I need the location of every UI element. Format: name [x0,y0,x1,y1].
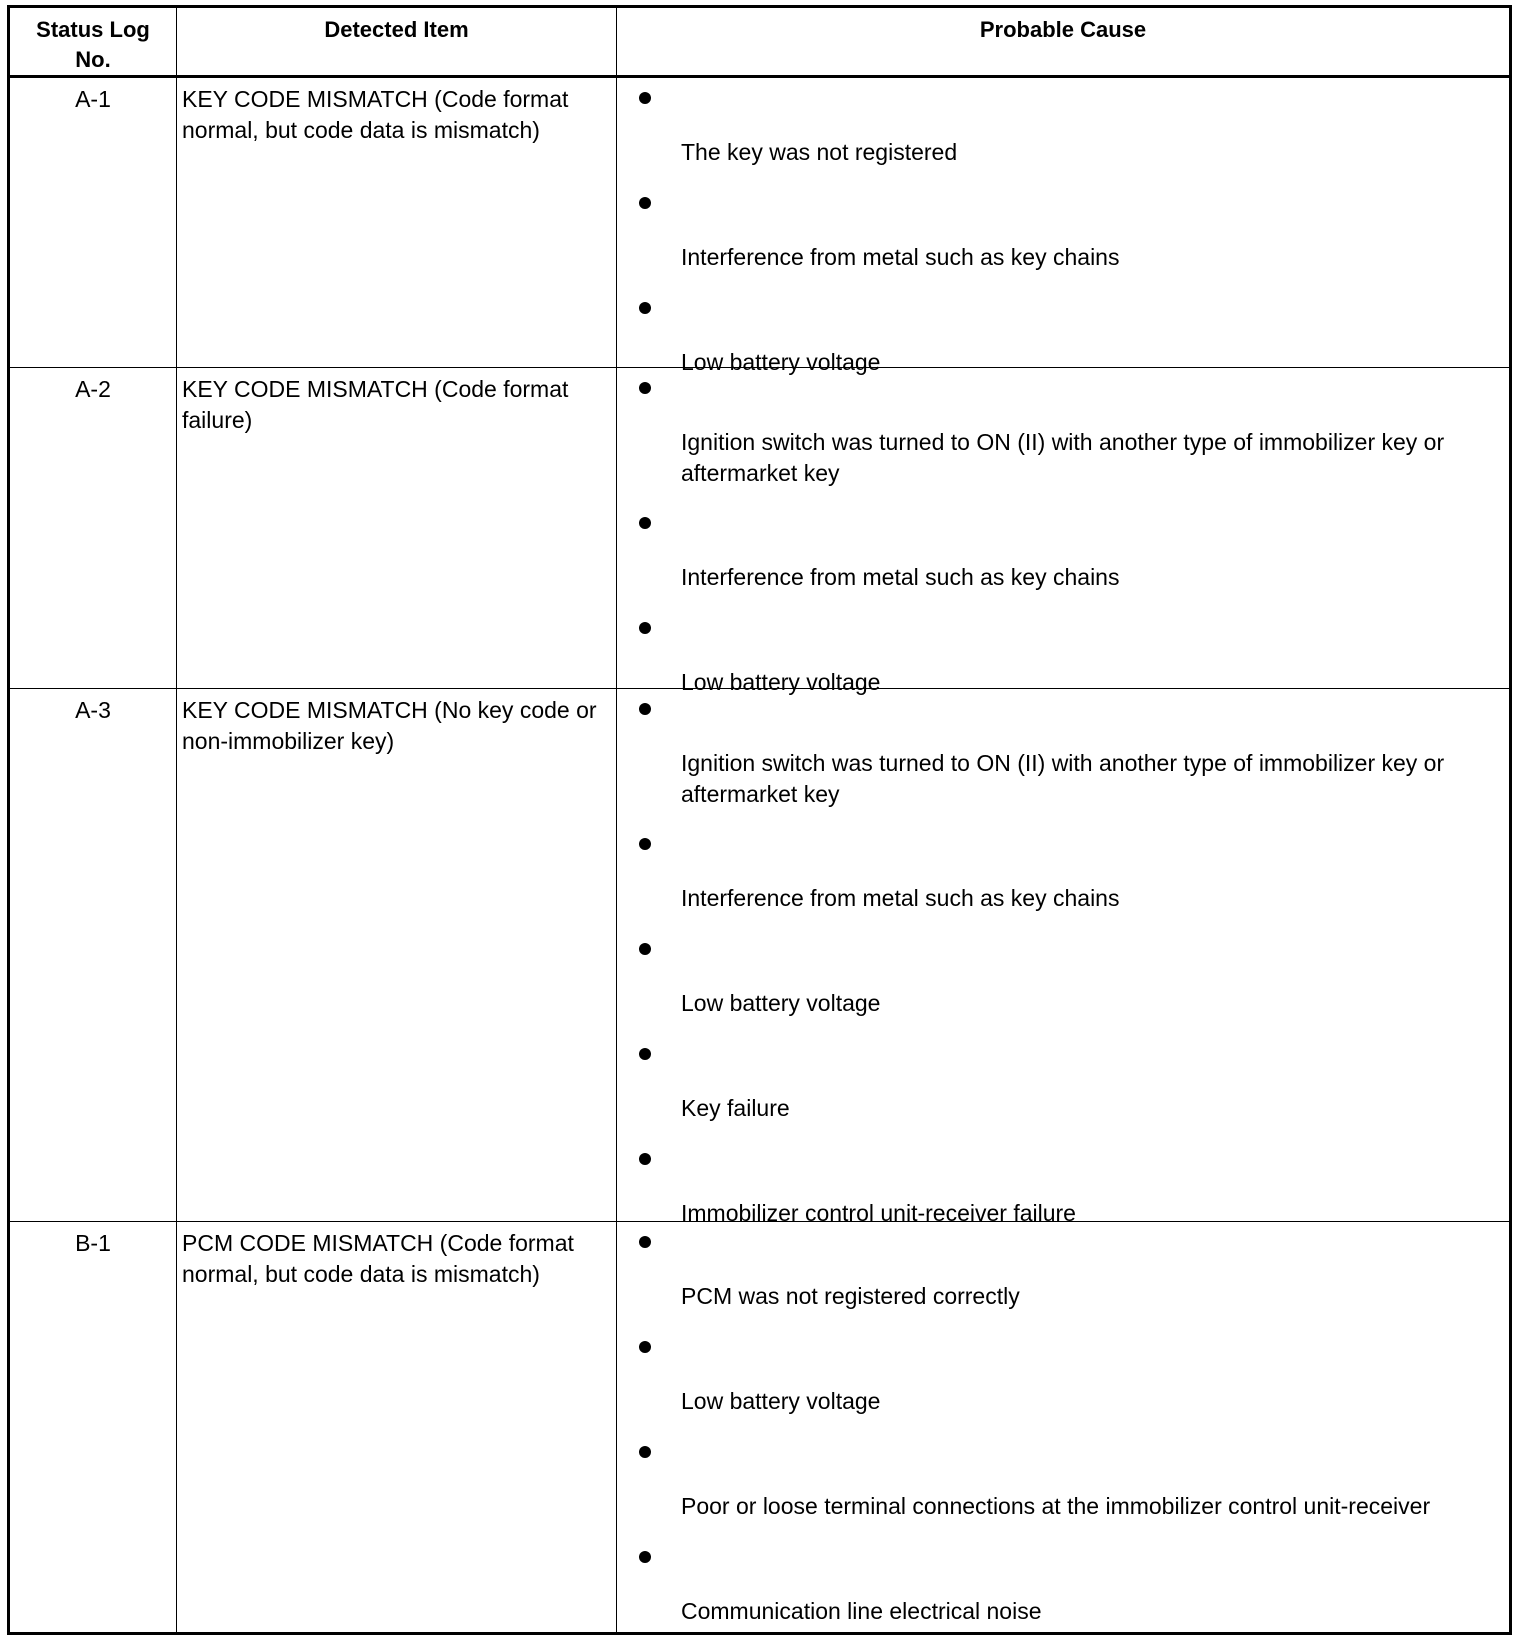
status-log-no: B-1 [9,1222,177,1634]
cause-text: Key failure [681,1095,790,1122]
cause-item [639,1327,1499,1432]
cause-text: Interference from metal such as key chains [681,885,1120,912]
header-row [9,7,1511,77]
cause-text: PCM was not registered correctly [681,1283,1020,1310]
cause-item [639,929,1499,1034]
status-log-no: A-1 [9,77,177,368]
cause-item [639,824,1499,929]
cause-item [639,608,1499,696]
cause-text: Immobilizer control unit-receiver failure [681,1200,1076,1227]
detected-item: KEY CODE MISMATCH (No key code or non-immobilizer key) [177,689,617,1222]
cause-text: Low battery voltage [681,1388,881,1415]
header-probable-cause: Probable Cause [617,7,1511,77]
bullet-icon [639,943,651,955]
cause-list [639,1222,1499,1625]
detected-item: PCM CODE MISMATCH (Code format normal, but code data is mismatch) [177,1222,617,1634]
cause-list [639,689,1499,1227]
cause-list [639,368,1499,696]
cause-text: Ignition switch was turned to ON (II) with another type of immobilizer key or aftermarket key [681,429,1445,487]
cause-text: Poor or loose terminal connections at the immobilizer control unit-receiver [681,1493,1431,1520]
cause-item [639,1537,1499,1625]
cause-text: Ignition switch was turned to ON (II) with another type of immobilizer key or aftermarket key [681,750,1445,808]
bullet-icon [639,1236,651,1248]
detected-item: KEY CODE MISMATCH (Code format failure) [177,368,617,689]
cause-text: Low battery voltage [681,669,881,696]
bullet-icon [639,382,651,394]
bullet-icon [639,517,651,529]
table-row [9,1222,1511,1634]
probable-cause-cell [617,368,1511,696]
bullet-icon [639,703,651,715]
probable-cause-cell [617,77,1511,375]
bullet-icon [639,302,651,314]
cause-item [639,689,1499,824]
table-row [9,689,1511,1222]
probable-cause-cell [617,689,1511,1227]
cause-item [639,1139,1499,1227]
bullet-icon [639,1551,651,1563]
status-log-no: A-3 [9,689,177,1222]
bullet-icon [639,1153,651,1165]
cause-text: Interference from metal such as key chains [681,564,1120,591]
cause-text: Low battery voltage [681,990,881,1017]
bullet-icon [639,197,651,209]
cause-text: Communication line electrical noise [681,1598,1042,1625]
table-row [9,77,1511,368]
probable-cause-cell [617,1222,1511,1634]
cause-item [639,368,1499,503]
status-log-table [7,5,1512,1635]
status-log-no: A-2 [9,368,177,689]
bullet-icon [639,838,651,850]
header-detected-item: Detected Item [177,7,617,77]
cause-text: Interference from metal such as key chains [681,244,1120,270]
cause-item [639,503,1499,608]
bullet-icon [639,622,651,634]
cause-text: The key was not registered [681,139,958,165]
bullet-icon [639,1341,651,1353]
bullet-icon [639,1048,651,1060]
detected-item: KEY CODE MISMATCH (Code format normal, but code data is mismatch) [177,77,617,368]
cause-item [639,288,1499,375]
table-row [9,368,1511,689]
bullet-icon [639,92,651,104]
cause-item [639,183,1499,288]
bullet-icon [639,1446,651,1458]
cause-item [639,1432,1499,1537]
cause-item [639,1222,1499,1327]
cause-item [639,78,1499,183]
header-status-log-no: Status Log No. [9,7,177,77]
cause-text: Low battery voltage [681,349,881,375]
cause-item [639,1034,1499,1139]
cause-list [639,78,1499,375]
